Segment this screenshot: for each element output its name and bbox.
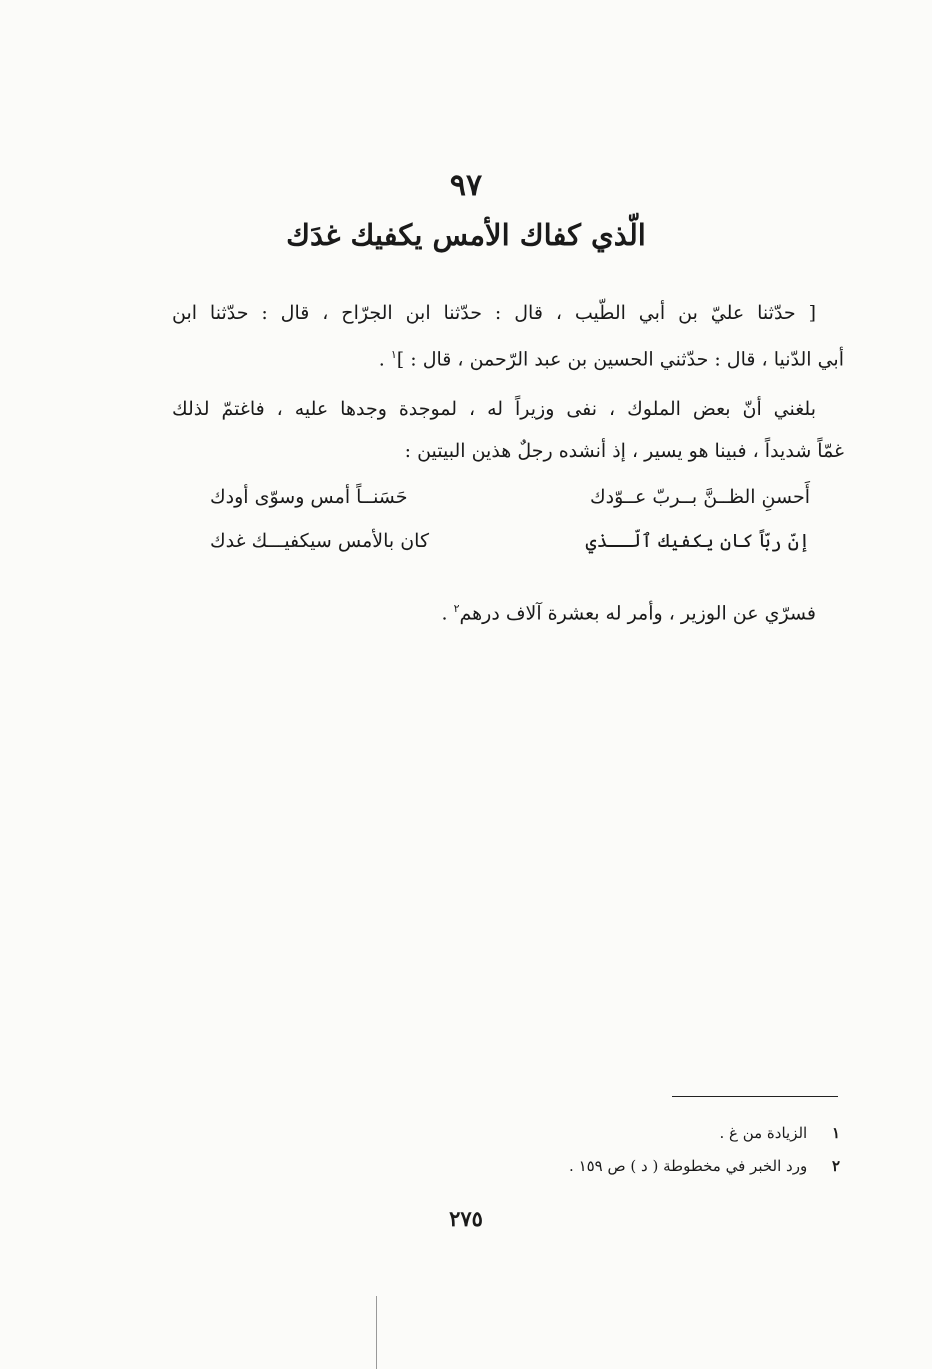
footnote-divider (672, 1096, 838, 1097)
footnote-ref-2: ٢ (453, 602, 460, 615)
isnad-end: . (378, 348, 385, 371)
footnote-2-text: ورد الخبر في مخطوطة ( د ) ص ١٥٩ . (569, 1157, 808, 1175)
footnote-ref-1: ١ (390, 348, 397, 361)
verse-line-1 (210, 486, 810, 526)
section-number: ٩٧ (449, 168, 483, 203)
verse-2-second-hemistich: كان بالأمس سيكفيـــك غدك (210, 530, 429, 552)
footnote-2 (500, 1157, 840, 1175)
isnad-paragraph (172, 292, 844, 380)
footnote-1 (500, 1124, 840, 1142)
isnad-line-2 (172, 334, 844, 380)
closing-paragraph (300, 588, 816, 634)
isnad-line-2-text: أبي الدّنيا ، قال : حدّثني الحسين بن عبد الرّحمن ، قال : ] (396, 348, 844, 371)
narrative-paragraph (172, 388, 844, 472)
verse-2-first-hemistich: إنّ ربّاً كان يكفيك ٱلّــذي (585, 530, 810, 552)
narrative-line-2: غمّاً شديداً ، فبينا هو يسير ، إذ أنشده رجلٌ هذين البيتين : (404, 440, 844, 462)
verse-1-first-hemistich: أَحسنِ الظــنَّ بــربّ عــوّدك (589, 486, 810, 508)
page-number: ٢٧٥ (449, 1206, 483, 1231)
footnote-1-text: الزيادة من غ . (719, 1124, 808, 1142)
footnote-2-number: ٢ (831, 1157, 840, 1175)
narrative-line-1: بلغني أنّ بعض الملوك ، نفى وزيراً له ، لموجدة وجدها عليه ، فاغتمّ لذلك (172, 398, 816, 420)
closing-end: . (441, 602, 448, 625)
footnote-1-number: ١ (831, 1124, 840, 1142)
verse-1-second-hemistich: حَسَنــاً أمس وسوّى أودك (210, 486, 408, 508)
scan-gutter-line (376, 1296, 377, 1369)
verse-line-2 (210, 530, 810, 570)
isnad-line-1: [ حدّثنا عليّ بن أبي الطّيب ، قال : حدّثنا ابن الجرّاح ، قال : حدّثنا ابن (172, 302, 816, 324)
section-title: الّذي كفاك الأمس يكفيك غدَك (286, 218, 646, 252)
closing-text: فسرّي عن الوزير ، وأمر له بعشرة آلاف درهم (459, 602, 816, 625)
